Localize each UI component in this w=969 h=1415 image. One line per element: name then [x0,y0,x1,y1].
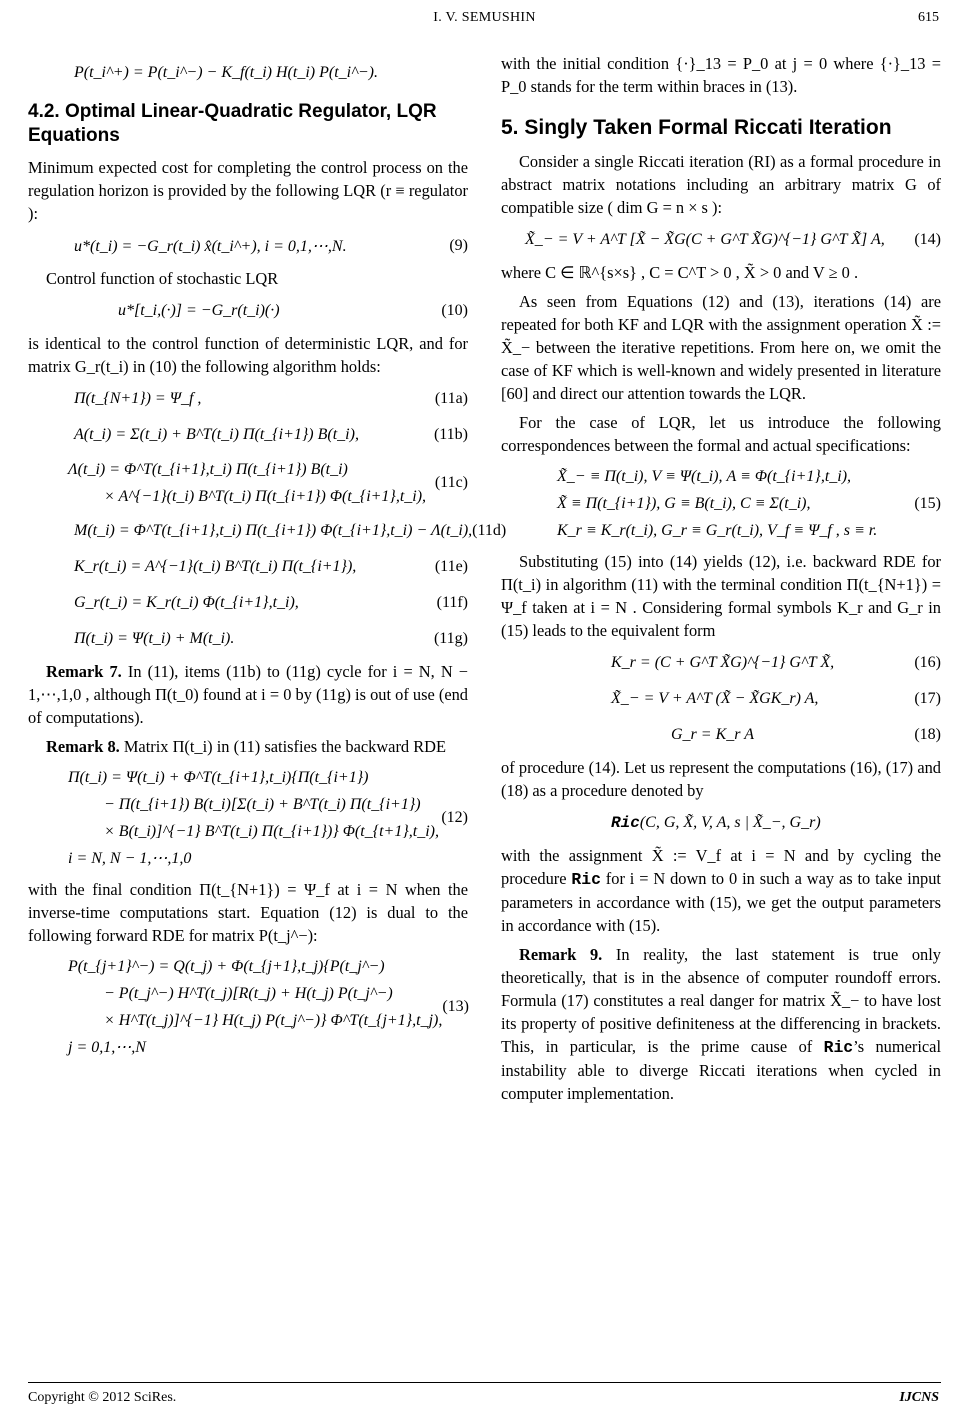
equation-11e: K_r(t_i) = A^{−1}(t_i) B^T(t_i) Π(t_{i+1}), (11e) [74,558,468,575]
paragraph: where C ∈ ℝ^{s×s} , C = C^T > 0 , X̃ > 0 and V ≥ 0 . [501,263,859,282]
equation-label: (11e) [434,558,468,575]
paragraph: is identical to the control function of deterministic LQR, and for matrix G_r(t_i) in (10) the following algorithm holds: [28,334,468,376]
remark-text: In (11), items (11b) to (11g) cycle for i = N, N − 1,⋯,1,0 , although Π(t_0) found at i = 0 by (11g) is out of use (end of computations). [28,662,468,727]
paragraph: Consider a single Riccati iteration (RI) as a formal procedure in abstract matrix notations including an arbitrary matrix G of compatible size ( dim G = n × s ): [501,152,941,217]
equation-9: u*(t_i) = −G_r(t_i) x̂(t_i^+), i = 0,1,⋯,N. (9) [74,237,468,255]
equation-10: u*[t_i,(·)] = −G_r(t_i)(·) (10) [118,302,468,319]
remark-title: Remark 7. [46,662,122,681]
paragraph: with the assignment X̃ := V_f at i = N and by cycling the procedure Ric for i = N down to 0 in such a way as to take input parameters in accordance with (15), we get the output parameters in accordance with (15). [501,846,941,935]
equation-label: (9) [449,237,468,254]
equation-label: (11d) [472,522,507,539]
paragraph: As seen from Equations (12) and (13), iterations (14) are repeated for both KF and LQR with the assignment operation X̃ := X̃_− between the iterative repetitions. From here on, we omit the case of KF which is well-known and widely presented in literature [60] and direct our attention towards the LQR. [501,292,941,403]
equation-11f: G_r(t_i) = K_r(t_i) Φ(t_{i+1},t_i), (11f) [74,594,468,611]
equation-label: (11c) [434,474,468,491]
equation-posterior-covariance: P(t_i^+) = P(t_i^−) − K_f(t_i) H(t_i) P(t_i^−). [74,64,378,81]
paragraph: with the final condition Π(t_{N+1}) = Ψ_f at i = N when the inverse-time computations start. Equation (12) is dual to the following forward RDE for matrix P(t_j^−): [28,880,468,945]
section-4-2-title: 4.2. Optimal Linear-Quadratic Regulator, LQR Equations [28,101,437,146]
equation-ric-procedure [501,808,941,838]
procedure-name: Ric [611,814,640,832]
remark-title: Remark 8. [46,737,120,756]
equation-label: (13) [442,998,469,1015]
equation-16: K_r = (C + G^T X̃G)^{−1} G^T X̃, (16) [611,654,941,671]
footer-journal: IJCNS [899,1390,939,1405]
equation-11c: Λ(t_i) = Φ^T(t_{i+1},t_i) Π(t_{i+1}) B(t_i) × A^{−1}(t_i) B^T(t_i) Π(t_{i+1}) Φ(t_{i+1},t_i), (11c) [68,461,468,505]
equation-label: (14) [914,231,941,248]
running-head: I. V. SEMUSHIN [433,10,536,25]
equation-label: (11f) [436,594,468,611]
equation-13: P(t_{j+1}^−) = Q(t_j) + Φ(t_{j+1},t_j){P(t_j^−) − P(t_j^−) H^T(t_j)[R(t_j) + H(t_j) P(t_j^−) × H^T(t_j)]^{−1} H(t_j) P(t_j^−)} Φ^T(t_{j+1},t_j), j = 0,1,⋯,N (13) [68,958,469,1056]
equation-15: X̃_− ≡ Π(t_i), V ≡ Ψ(t_i), A ≡ Φ(t_{i+1},t_i), X̃ ≡ Π(t_{i+1}), G ≡ B(t_i), C ≡ Σ(t_i), K_r ≡ K_r(t_i), G_r ≡ G_r(t_i), V_f ≡ Ψ_f , s ≡ r. (15) [557,468,941,539]
equation-18: G_r = K_r A (18) [671,726,941,743]
paragraph: of procedure (14). Let us represent the computations (16), (17) and (18) as a procedure denoted by [501,758,941,800]
remark-7 [28,660,468,729]
equation-17: X̃_− = V + A^T (X̃ − X̃GK_r) A, (17) [611,690,941,707]
paragraph: Minimum expected cost for completing the control process on the regulation horizon is provided by the following LQR (r ≡ regulator ): [28,158,468,223]
paragraph: Substituting (15) into (14) yields (12), i.e. backward RDE for Π(t_i) in algorithm (11) with the terminal condition Π(t_{N+1}) = Ψ_f taken at i = N . Considering formal symbols K_r and G_r in (15) leads to the equivalent form [501,552,941,640]
equation-label: (15) [914,494,941,512]
equation-label: (11g) [433,630,468,647]
footer-rule [28,1382,941,1383]
right-column [501,52,941,1111]
equation-label: (11b) [433,426,468,443]
equation-12: Π(t_i) = Ψ(t_i) + Φ^T(t_{i+1},t_i){Π(t_{i+1}) − Π(t_{i+1}) B(t_i)[Σ(t_i) + B^T(t_i) Π(t_{i+1}) × B(t_i)]^{−1} B^T(t_i) Π(t_{i+1})} Φ(t_{t+1},t_i), i = N, N − 1,⋯,1,0 (12) [68,769,468,867]
equation-14: X̃_− = V + A^T [X̃ − X̃G(C + G^T X̃G)^{−1} G^T X̃] A, (14) [525,231,941,248]
code-ric: Ric [823,1038,854,1057]
equation-label: (11a) [434,390,468,407]
equation-11g: Π(t_i) = Ψ(t_i) + M(t_i). (11g) [74,630,468,647]
equation-11d: M(t_i) = Φ^T(t_{i+1},t_i) Π(t_{i+1}) Φ(t_{i+1},t_i) − Λ(t_i), (11d) [74,522,507,539]
procedure-args: (C, G, X̃, V, A, s | X̃_−, G_r) [639,814,821,831]
equation-label: (12) [441,809,468,826]
page-number: 615 [918,10,939,25]
remark-9: Remark 9. In reality, the last statement is true only theoretically, that is in the absence of computer roundoff errors. Formula (17) constitutes a real danger for matrix X̃_− to have lost its property of positive definiteness at the differencing in brackets. This, in particular, is the prime cause of Ric’s numerical instability able to diverge Riccati iterations when cycled in computer implementation. [501,945,942,1103]
paragraph: with the initial condition {·}_13 = P_0 at j = 0 where {·}_13 = P_0 stands for the term within braces in (13). [501,54,941,96]
footer-copyright: Copyright © 2012 SciRes. [28,1390,177,1405]
remark-title: Remark 9. [519,945,603,964]
remark-text: Matrix Π(t_i) in (11) satisfies the backward RDE [123,737,446,756]
section-5-title: 5. Singly Taken Formal Riccati Iteration [501,116,892,139]
paragraph: Control function of stochastic LQR [46,269,279,288]
equation-label: (16) [914,654,941,671]
equation-11a: Π(t_{N+1}) = Ψ_f , (11a) [74,390,468,407]
equation-label: (10) [441,302,468,319]
code-ric: Ric [571,870,601,889]
equation-label: (18) [914,726,941,743]
remark-8 [28,735,468,758]
left-column [28,52,507,1067]
paragraph: For the case of LQR, let us introduce the following correspondences between the formal and actual specifications: [501,413,941,455]
equation-11b: A(t_i) = Σ(t_i) + B^T(t_i) Π(t_{i+1}) B(t_i), (11b) [74,426,468,443]
equation-label: (17) [914,690,941,707]
